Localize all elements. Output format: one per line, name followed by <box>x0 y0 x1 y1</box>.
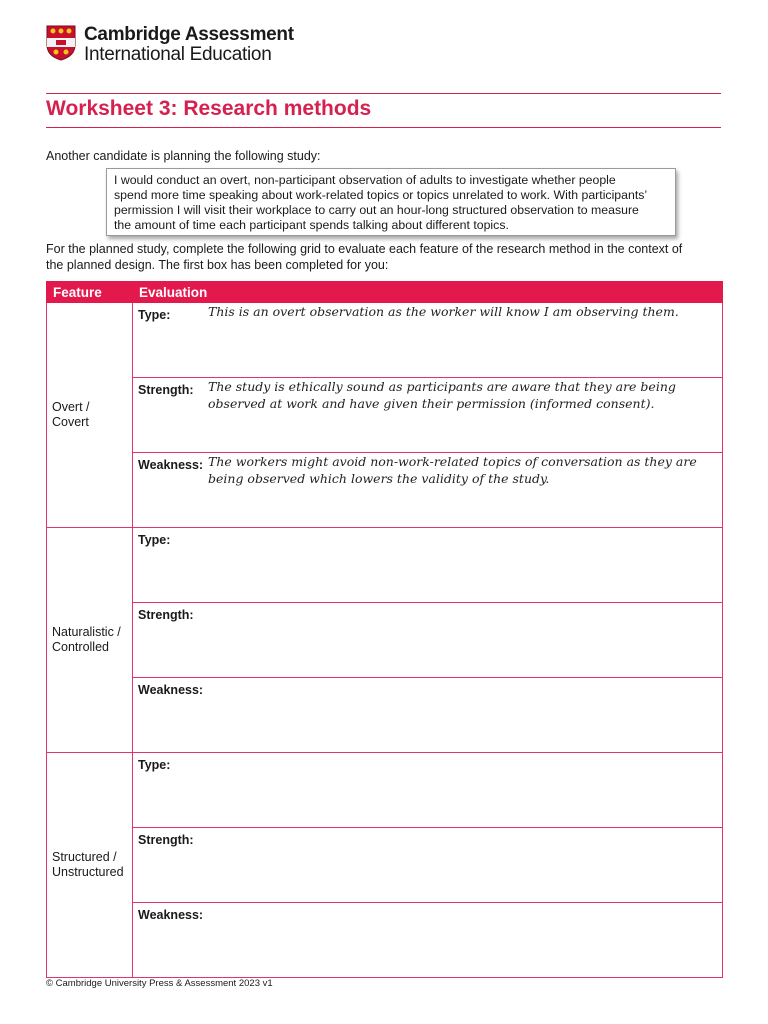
strength-cell[interactable] <box>133 378 723 453</box>
feature-label: Unstructured <box>52 865 124 879</box>
cambridge-logo <box>46 25 294 65</box>
instructions <box>46 241 721 273</box>
feature-label: Covert <box>52 415 89 429</box>
type-cell[interactable] <box>133 753 723 828</box>
table-row <box>47 603 723 678</box>
table-row <box>47 828 723 903</box>
type-answer[interactable]: This is an overt observation as the worker will know I am observing them. <box>208 304 679 319</box>
weakness-answer[interactable]: The workers might avoid non-work-related topics of conversation as they are being observed which lowers the validity of the study. <box>208 454 697 486</box>
table-row <box>47 678 723 753</box>
weakness-cell[interactable] <box>133 903 723 978</box>
grid-header-row <box>47 282 723 303</box>
title-bottom-rule <box>46 127 721 128</box>
study-line: the amount of time each participant spends talking about different topics. <box>114 218 509 232</box>
instructions-line: the planned design. The first box has been completed for you: <box>46 258 389 272</box>
strength-answer[interactable]: The study is ethically sound as participants are aware that they are being observed at work and have given their permission (informed consent). <box>208 379 676 411</box>
study-description-box <box>106 168 676 236</box>
evaluation-header: Evaluation <box>133 282 723 303</box>
type-label: Type: <box>138 533 171 547</box>
strength-cell[interactable] <box>133 828 723 903</box>
weakness-label: Weakness: <box>138 458 204 472</box>
copyright-footer: © Cambridge University Press & Assessment 2023 v1 <box>46 978 273 989</box>
org-name-line2: International Education <box>84 44 272 65</box>
type-cell[interactable] <box>133 528 723 603</box>
page-title: Worksheet 3: Research methods <box>46 97 372 120</box>
weakness-cell[interactable] <box>133 678 723 753</box>
table-row <box>47 528 723 603</box>
strength-label: Strength: <box>138 608 194 622</box>
table-row <box>47 903 723 978</box>
study-line: permission I will visit their workplace to carry out an hour-long structured observation to measure <box>114 203 639 217</box>
feature-cell <box>47 528 133 753</box>
table-row <box>47 753 723 828</box>
org-name-line1: Cambridge Assessment <box>84 24 294 45</box>
title-top-rule <box>46 93 721 94</box>
feature-cell <box>47 753 133 978</box>
feature-label: Overt / <box>52 400 90 414</box>
strength-label: Strength: <box>138 383 194 397</box>
weakness-cell[interactable] <box>133 453 723 528</box>
feature-label: Controlled <box>52 640 109 654</box>
feature-label: Naturalistic / <box>52 625 121 639</box>
feature-header: Feature <box>47 282 133 303</box>
type-label: Type: <box>138 758 171 772</box>
instructions-line: For the planned study, complete the following grid to evaluate each feature of the research method in the context of <box>46 242 683 256</box>
feature-cell <box>47 303 133 528</box>
weakness-label: Weakness: <box>138 908 204 922</box>
weakness-label: Weakness: <box>138 683 204 697</box>
table-row <box>47 453 723 528</box>
study-line: spend more time speaking about work-related topics or topics unrelated to work. With participants’ <box>114 188 648 202</box>
university-shield-icon <box>46 25 76 61</box>
type-label: Type: <box>138 308 171 322</box>
table-row <box>47 378 723 453</box>
study-line: I would conduct an overt, non-participant observation of adults to investigate whether people <box>114 173 616 187</box>
evaluation-grid <box>46 281 723 978</box>
feature-label: Structured / <box>52 850 117 864</box>
strength-label: Strength: <box>138 833 194 847</box>
table-row <box>47 303 723 378</box>
strength-cell[interactable] <box>133 603 723 678</box>
type-cell[interactable] <box>133 303 723 378</box>
intro-text: Another candidate is planning the following study: <box>46 149 321 163</box>
